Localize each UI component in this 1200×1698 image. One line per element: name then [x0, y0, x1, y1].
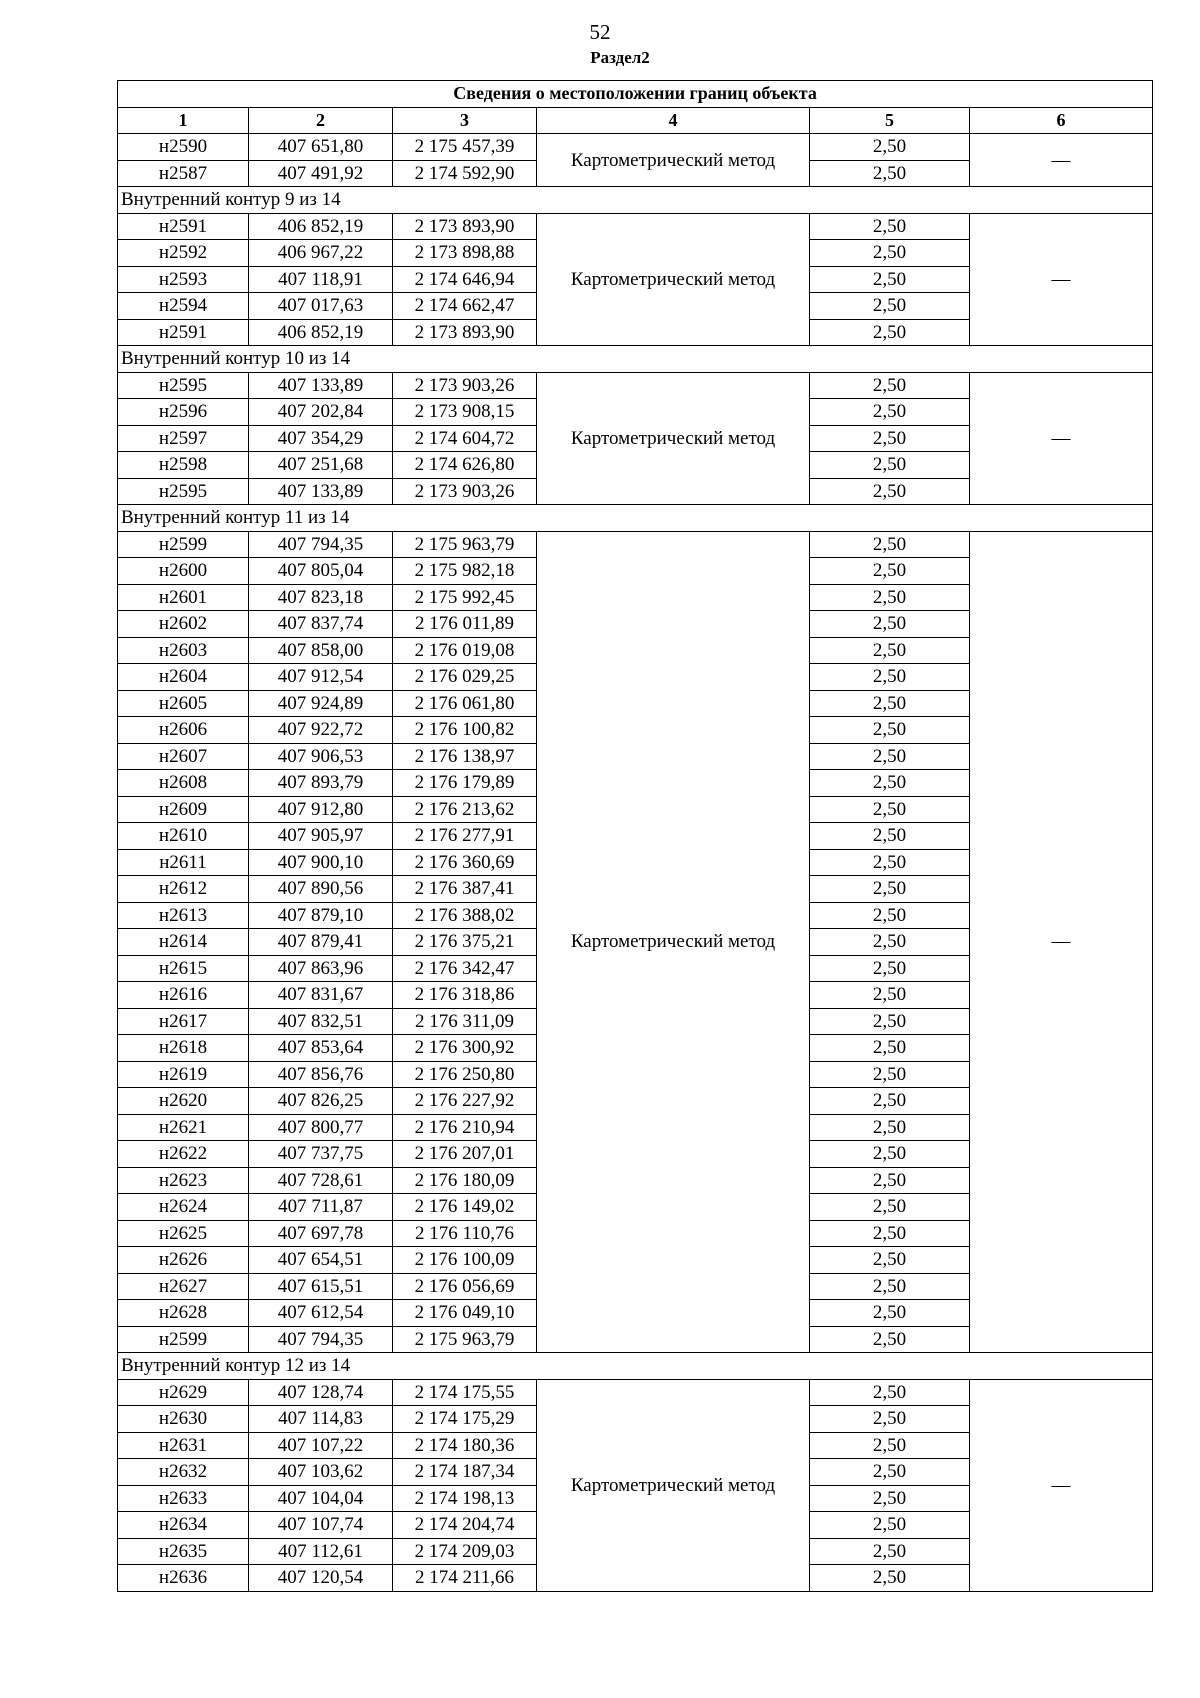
point-name-cell: н2605 — [118, 690, 249, 717]
y-coordinate-cell: 2 174 209,03 — [393, 1538, 537, 1565]
y-coordinate-cell: 2 173 903,26 — [393, 478, 537, 505]
accuracy-cell: 2,50 — [810, 266, 970, 293]
accuracy-cell: 2,50 — [810, 1141, 970, 1168]
x-coordinate-cell: 407 615,51 — [249, 1273, 393, 1300]
accuracy-cell: 2,50 — [810, 823, 970, 850]
y-coordinate-cell: 2 176 019,08 — [393, 637, 537, 664]
accuracy-cell: 2,50 — [810, 796, 970, 823]
table-row — [118, 213, 1153, 240]
x-coordinate-cell: 407 924,89 — [249, 690, 393, 717]
column-header: 1 — [118, 107, 249, 134]
accuracy-cell: 2,50 — [810, 1061, 970, 1088]
x-coordinate-cell: 407 103,62 — [249, 1459, 393, 1486]
accuracy-cell: 2,50 — [810, 1220, 970, 1247]
x-coordinate-cell: 407 823,18 — [249, 584, 393, 611]
y-coordinate-cell: 2 176 360,69 — [393, 849, 537, 876]
accuracy-cell: 2,50 — [810, 319, 970, 346]
y-coordinate-cell: 2 173 893,90 — [393, 213, 537, 240]
point-name-cell: н2609 — [118, 796, 249, 823]
x-coordinate-cell: 407 856,76 — [249, 1061, 393, 1088]
x-coordinate-cell: 407 832,51 — [249, 1008, 393, 1035]
point-name-cell: н2591 — [118, 213, 249, 240]
y-coordinate-cell: 2 176 387,41 — [393, 876, 537, 903]
accuracy-cell: 2,50 — [810, 478, 970, 505]
x-coordinate-cell: 407 251,68 — [249, 452, 393, 479]
point-name-cell: н2625 — [118, 1220, 249, 1247]
point-name-cell: н2629 — [118, 1379, 249, 1406]
y-coordinate-cell: 2 175 963,79 — [393, 531, 537, 558]
column-header: 5 — [810, 107, 970, 134]
x-coordinate-cell: 407 107,74 — [249, 1512, 393, 1539]
point-name-cell: н2592 — [118, 240, 249, 267]
point-name-cell: н2635 — [118, 1538, 249, 1565]
contour-heading: Внутренний контур 12 из 14 — [118, 1353, 1153, 1380]
point-name-cell: н2626 — [118, 1247, 249, 1274]
accuracy-cell: 2,50 — [810, 1194, 970, 1221]
x-coordinate-cell: 407 728,61 — [249, 1167, 393, 1194]
point-name-cell: н2608 — [118, 770, 249, 797]
x-coordinate-cell: 407 697,78 — [249, 1220, 393, 1247]
x-coordinate-cell: 407 905,97 — [249, 823, 393, 850]
accuracy-cell: 2,50 — [810, 1565, 970, 1592]
y-coordinate-cell: 2 176 207,01 — [393, 1141, 537, 1168]
y-coordinate-cell: 2 174 175,29 — [393, 1406, 537, 1433]
x-coordinate-cell: 407 858,00 — [249, 637, 393, 664]
accuracy-cell: 2,50 — [810, 1379, 970, 1406]
point-name-cell: н2598 — [118, 452, 249, 479]
table-caption: Сведения о местоположении границ объекта — [118, 81, 1153, 108]
table-row — [118, 372, 1153, 399]
x-coordinate-cell: 407 491,92 — [249, 160, 393, 187]
table-body — [118, 81, 1153, 1592]
x-coordinate-cell: 407 114,83 — [249, 1406, 393, 1433]
point-name-cell: н2593 — [118, 266, 249, 293]
y-coordinate-cell: 2 173 893,90 — [393, 319, 537, 346]
x-coordinate-cell: 407 893,79 — [249, 770, 393, 797]
y-coordinate-cell: 2 174 211,66 — [393, 1565, 537, 1592]
y-coordinate-cell: 2 174 626,80 — [393, 452, 537, 479]
point-name-cell: н2601 — [118, 584, 249, 611]
y-coordinate-cell: 2 176 149,02 — [393, 1194, 537, 1221]
accuracy-cell: 2,50 — [810, 902, 970, 929]
accuracy-cell: 2,50 — [810, 558, 970, 585]
x-coordinate-cell: 407 831,67 — [249, 982, 393, 1009]
y-coordinate-cell: 2 176 056,69 — [393, 1273, 537, 1300]
y-coordinate-cell: 2 174 592,90 — [393, 160, 537, 187]
y-coordinate-cell: 2 176 210,94 — [393, 1114, 537, 1141]
y-coordinate-cell: 2 176 011,89 — [393, 611, 537, 638]
y-coordinate-cell: 2 176 227,92 — [393, 1088, 537, 1115]
accuracy-cell: 2,50 — [810, 134, 970, 161]
note-cell: — — [970, 1379, 1153, 1591]
y-coordinate-cell: 2 175 982,18 — [393, 558, 537, 585]
y-coordinate-cell: 2 174 204,74 — [393, 1512, 537, 1539]
x-coordinate-cell: 407 879,10 — [249, 902, 393, 929]
y-coordinate-cell: 2 176 180,09 — [393, 1167, 537, 1194]
point-name-cell: н2616 — [118, 982, 249, 1009]
y-coordinate-cell: 2 174 175,55 — [393, 1379, 537, 1406]
x-coordinate-cell: 407 794,35 — [249, 531, 393, 558]
point-name-cell: н2587 — [118, 160, 249, 187]
point-name-cell: н2603 — [118, 637, 249, 664]
x-coordinate-cell: 407 612,54 — [249, 1300, 393, 1327]
accuracy-cell: 2,50 — [810, 982, 970, 1009]
point-name-cell: н2611 — [118, 849, 249, 876]
x-coordinate-cell: 407 654,51 — [249, 1247, 393, 1274]
point-name-cell: н2618 — [118, 1035, 249, 1062]
point-name-cell: н2622 — [118, 1141, 249, 1168]
point-name-cell: н2627 — [118, 1273, 249, 1300]
point-name-cell: н2632 — [118, 1459, 249, 1486]
contour-heading: Внутренний контур 11 из 14 — [118, 505, 1153, 532]
point-name-cell: н2596 — [118, 399, 249, 426]
x-coordinate-cell: 407 104,04 — [249, 1485, 393, 1512]
method-cell: Картометрический метод — [537, 531, 810, 1353]
accuracy-cell: 2,50 — [810, 955, 970, 982]
x-coordinate-cell: 406 967,22 — [249, 240, 393, 267]
x-coordinate-cell: 407 133,89 — [249, 478, 393, 505]
point-name-cell: н2607 — [118, 743, 249, 770]
y-coordinate-cell: 2 176 213,62 — [393, 796, 537, 823]
x-coordinate-cell: 407 017,63 — [249, 293, 393, 320]
accuracy-cell: 2,50 — [810, 1167, 970, 1194]
x-coordinate-cell: 407 853,64 — [249, 1035, 393, 1062]
accuracy-cell: 2,50 — [810, 1088, 970, 1115]
y-coordinate-cell: 2 174 198,13 — [393, 1485, 537, 1512]
point-name-cell: н2613 — [118, 902, 249, 929]
point-name-cell: н2591 — [118, 319, 249, 346]
y-coordinate-cell: 2 176 100,09 — [393, 1247, 537, 1274]
x-coordinate-cell: 407 879,41 — [249, 929, 393, 956]
contour-heading-row — [118, 187, 1153, 214]
accuracy-cell: 2,50 — [810, 1485, 970, 1512]
accuracy-cell: 2,50 — [810, 584, 970, 611]
y-coordinate-cell: 2 174 646,94 — [393, 266, 537, 293]
y-coordinate-cell: 2 174 187,34 — [393, 1459, 537, 1486]
point-name-cell: н2602 — [118, 611, 249, 638]
method-cell: Картометрический метод — [537, 213, 810, 346]
y-coordinate-cell: 2 174 180,36 — [393, 1432, 537, 1459]
x-coordinate-cell: 407 120,54 — [249, 1565, 393, 1592]
x-coordinate-cell: 407 922,72 — [249, 717, 393, 744]
y-coordinate-cell: 2 176 138,97 — [393, 743, 537, 770]
table-row — [118, 134, 1153, 161]
point-name-cell: н2628 — [118, 1300, 249, 1327]
accuracy-cell: 2,50 — [810, 1432, 970, 1459]
accuracy-cell: 2,50 — [810, 1459, 970, 1486]
accuracy-cell: 2,50 — [810, 1273, 970, 1300]
contour-heading-row — [118, 1353, 1153, 1380]
method-cell: Картометрический метод — [537, 372, 810, 505]
y-coordinate-cell: 2 174 604,72 — [393, 425, 537, 452]
table-caption-row — [118, 81, 1153, 108]
point-name-cell: н2620 — [118, 1088, 249, 1115]
x-coordinate-cell: 407 794,35 — [249, 1326, 393, 1353]
column-header: 4 — [537, 107, 810, 134]
x-coordinate-cell: 407 900,10 — [249, 849, 393, 876]
accuracy-cell: 2,50 — [810, 293, 970, 320]
accuracy-cell: 2,50 — [810, 743, 970, 770]
contour-heading: Внутренний контур 9 из 14 — [118, 187, 1153, 214]
accuracy-cell: 2,50 — [810, 637, 970, 664]
x-coordinate-cell: 407 118,91 — [249, 266, 393, 293]
table-row — [118, 1379, 1153, 1406]
x-coordinate-cell: 407 837,74 — [249, 611, 393, 638]
y-coordinate-cell: 2 173 898,88 — [393, 240, 537, 267]
accuracy-cell: 2,50 — [810, 452, 970, 479]
accuracy-cell: 2,50 — [810, 1247, 970, 1274]
point-name-cell: н2604 — [118, 664, 249, 691]
contour-heading: Внутренний контур 10 из 14 — [118, 346, 1153, 373]
point-name-cell: н2599 — [118, 1326, 249, 1353]
x-coordinate-cell: 407 651,80 — [249, 134, 393, 161]
accuracy-cell: 2,50 — [810, 531, 970, 558]
x-coordinate-cell: 407 128,74 — [249, 1379, 393, 1406]
column-header: 2 — [249, 107, 393, 134]
y-coordinate-cell: 2 173 908,15 — [393, 399, 537, 426]
point-name-cell: н2624 — [118, 1194, 249, 1221]
contour-heading-row — [118, 505, 1153, 532]
column-header: 3 — [393, 107, 537, 134]
x-coordinate-cell: 407 354,29 — [249, 425, 393, 452]
accuracy-cell: 2,50 — [810, 1538, 970, 1565]
note-cell: — — [970, 134, 1153, 187]
point-name-cell: н2595 — [118, 372, 249, 399]
point-name-cell: н2615 — [118, 955, 249, 982]
method-cell: Картометрический метод — [537, 134, 810, 187]
point-name-cell: н2606 — [118, 717, 249, 744]
accuracy-cell: 2,50 — [810, 770, 970, 797]
accuracy-cell: 2,50 — [810, 1035, 970, 1062]
y-coordinate-cell: 2 176 029,25 — [393, 664, 537, 691]
point-name-cell: н2614 — [118, 929, 249, 956]
accuracy-cell: 2,50 — [810, 1300, 970, 1327]
y-coordinate-cell: 2 176 318,86 — [393, 982, 537, 1009]
point-name-cell: н2594 — [118, 293, 249, 320]
x-coordinate-cell: 407 112,61 — [249, 1538, 393, 1565]
x-coordinate-cell: 406 852,19 — [249, 213, 393, 240]
method-cell: Картометрический метод — [537, 1379, 810, 1591]
point-name-cell: н2610 — [118, 823, 249, 850]
accuracy-cell: 2,50 — [810, 425, 970, 452]
accuracy-cell: 2,50 — [810, 240, 970, 267]
accuracy-cell: 2,50 — [810, 160, 970, 187]
x-coordinate-cell: 407 202,84 — [249, 399, 393, 426]
column-header: 6 — [970, 107, 1153, 134]
y-coordinate-cell: 2 176 342,47 — [393, 955, 537, 982]
accuracy-cell: 2,50 — [810, 664, 970, 691]
y-coordinate-cell: 2 175 457,39 — [393, 134, 537, 161]
point-name-cell: н2595 — [118, 478, 249, 505]
y-coordinate-cell: 2 175 992,45 — [393, 584, 537, 611]
x-coordinate-cell: 406 852,19 — [249, 319, 393, 346]
x-coordinate-cell: 407 863,96 — [249, 955, 393, 982]
note-cell: — — [970, 213, 1153, 346]
y-coordinate-cell: 2 176 110,76 — [393, 1220, 537, 1247]
column-header-row — [118, 107, 1153, 134]
accuracy-cell: 2,50 — [810, 372, 970, 399]
y-coordinate-cell: 2 176 179,89 — [393, 770, 537, 797]
point-name-cell: н2630 — [118, 1406, 249, 1433]
point-name-cell: н2631 — [118, 1432, 249, 1459]
y-coordinate-cell: 2 174 662,47 — [393, 293, 537, 320]
x-coordinate-cell: 407 805,04 — [249, 558, 393, 585]
y-coordinate-cell: 2 176 277,91 — [393, 823, 537, 850]
accuracy-cell: 2,50 — [810, 611, 970, 638]
y-coordinate-cell: 2 176 311,09 — [393, 1008, 537, 1035]
point-name-cell: н2634 — [118, 1512, 249, 1539]
y-coordinate-cell: 2 176 061,80 — [393, 690, 537, 717]
x-coordinate-cell: 407 912,80 — [249, 796, 393, 823]
accuracy-cell: 2,50 — [810, 690, 970, 717]
accuracy-cell: 2,50 — [810, 1008, 970, 1035]
accuracy-cell: 2,50 — [810, 213, 970, 240]
point-name-cell: н2619 — [118, 1061, 249, 1088]
point-name-cell: н2623 — [118, 1167, 249, 1194]
x-coordinate-cell: 407 906,53 — [249, 743, 393, 770]
point-name-cell: н2612 — [118, 876, 249, 903]
y-coordinate-cell: 2 176 388,02 — [393, 902, 537, 929]
x-coordinate-cell: 407 133,89 — [249, 372, 393, 399]
accuracy-cell: 2,50 — [810, 1114, 970, 1141]
x-coordinate-cell: 407 737,75 — [249, 1141, 393, 1168]
accuracy-cell: 2,50 — [810, 1512, 970, 1539]
y-coordinate-cell: 2 173 903,26 — [393, 372, 537, 399]
point-name-cell: н2597 — [118, 425, 249, 452]
y-coordinate-cell: 2 176 375,21 — [393, 929, 537, 956]
note-cell: — — [970, 531, 1153, 1353]
x-coordinate-cell: 407 890,56 — [249, 876, 393, 903]
x-coordinate-cell: 407 912,54 — [249, 664, 393, 691]
accuracy-cell: 2,50 — [810, 849, 970, 876]
point-name-cell: н2633 — [118, 1485, 249, 1512]
y-coordinate-cell: 2 176 049,10 — [393, 1300, 537, 1327]
point-name-cell: н2636 — [118, 1565, 249, 1592]
page-number: 52 — [589, 20, 611, 44]
boundary-coordinates-table — [117, 80, 1153, 1592]
note-cell: — — [970, 372, 1153, 505]
point-name-cell: н2600 — [118, 558, 249, 585]
accuracy-cell: 2,50 — [810, 1406, 970, 1433]
y-coordinate-cell: 2 175 963,79 — [393, 1326, 537, 1353]
point-name-cell: н2590 — [118, 134, 249, 161]
accuracy-cell: 2,50 — [810, 1326, 970, 1353]
section-title: Раздел2 — [590, 48, 650, 67]
x-coordinate-cell: 407 826,25 — [249, 1088, 393, 1115]
accuracy-cell: 2,50 — [810, 399, 970, 426]
contour-heading-row — [118, 346, 1153, 373]
point-name-cell: н2617 — [118, 1008, 249, 1035]
y-coordinate-cell: 2 176 100,82 — [393, 717, 537, 744]
y-coordinate-cell: 2 176 300,92 — [393, 1035, 537, 1062]
x-coordinate-cell: 407 711,87 — [249, 1194, 393, 1221]
x-coordinate-cell: 407 107,22 — [249, 1432, 393, 1459]
point-name-cell: н2621 — [118, 1114, 249, 1141]
x-coordinate-cell: 407 800,77 — [249, 1114, 393, 1141]
accuracy-cell: 2,50 — [810, 717, 970, 744]
y-coordinate-cell: 2 176 250,80 — [393, 1061, 537, 1088]
table-row — [118, 531, 1153, 558]
point-name-cell: н2599 — [118, 531, 249, 558]
accuracy-cell: 2,50 — [810, 876, 970, 903]
accuracy-cell: 2,50 — [810, 929, 970, 956]
